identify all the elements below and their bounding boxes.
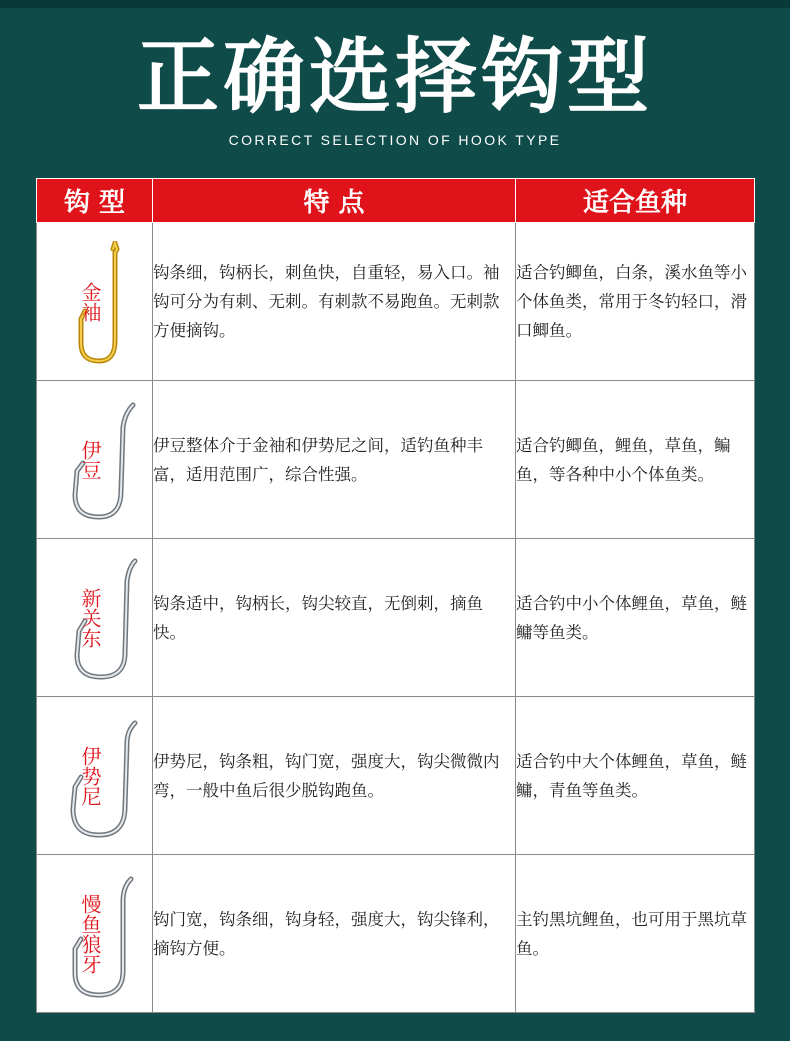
suitable-fish-cell: 适合钓中大个体鲤鱼，草鱼，鲢鳙，青鱼等鱼类。 [516, 697, 755, 855]
hook-type-cell [37, 381, 153, 539]
page-title: 正确选择钩型 [136, 30, 653, 125]
table-row [37, 381, 755, 539]
table-row [37, 697, 755, 855]
table-row [37, 223, 755, 381]
suitable-fish-cell: 适合钓鲫鱼，白条，溪水鱼等小个体鱼类，常用于冬钓轻口，滑口鲫鱼。 [516, 223, 755, 381]
features-cell: 伊豆整体介于金袖和伊势尼之间，适钓鱼种丰富，适用范围广，综合性强。 [153, 381, 516, 539]
top-band [0, 0, 790, 8]
hook-type-cell [37, 855, 153, 1013]
hook-type-name: 金袖 [78, 282, 102, 322]
hook-type-name: 新关东 [78, 588, 102, 648]
features-cell: 伊势尼，钩条粗，钩门宽，强度大，钩尖微微内弯，一般中鱼后很少脱钩跑鱼。 [153, 697, 516, 855]
features-cell: 钩条细，钩柄长，刺鱼快，自重轻，易入口。袖钩可分为有刺、无刺。有刺款不易跑鱼。无刺款方便摘钩。 [153, 223, 516, 381]
hook-type-cell [37, 697, 153, 855]
column-header-hook-type: 钩 型 [37, 179, 153, 223]
suitable-fish-cell: 主钓黑坑鲤鱼，也可用于黑坑草鱼。 [516, 855, 755, 1013]
hook-type-cell [37, 539, 153, 697]
hook-type-cell [37, 223, 153, 381]
column-header-suitable-fish: 适合鱼种 [516, 179, 755, 223]
hook-type-table [36, 178, 755, 1013]
page-subtitle: CORRECT SELECTION OF HOOK TYPE [228, 132, 562, 148]
table-row [37, 855, 755, 1013]
features-cell: 钩条适中，钩柄长，钩尖较直，无倒刺，摘鱼快。 [153, 539, 516, 697]
hook-type-name: 慢鱼狼牙 [78, 894, 102, 974]
hook-type-name: 伊势尼 [78, 746, 102, 806]
table-row [37, 539, 755, 697]
column-header-features: 特 点 [153, 179, 516, 223]
hook-type-name: 伊豆 [78, 440, 102, 480]
features-cell: 钩门宽，钩条细，钩身轻，强度大，钩尖锋利，摘钩方便。 [153, 855, 516, 1013]
suitable-fish-cell: 适合钓中小个体鲤鱼，草鱼，鲢鳙等鱼类。 [516, 539, 755, 697]
suitable-fish-cell: 适合钓鲫鱼，鲤鱼，草鱼，鳊鱼，等各种中小个体鱼类。 [516, 381, 755, 539]
table-header-row [37, 179, 755, 223]
